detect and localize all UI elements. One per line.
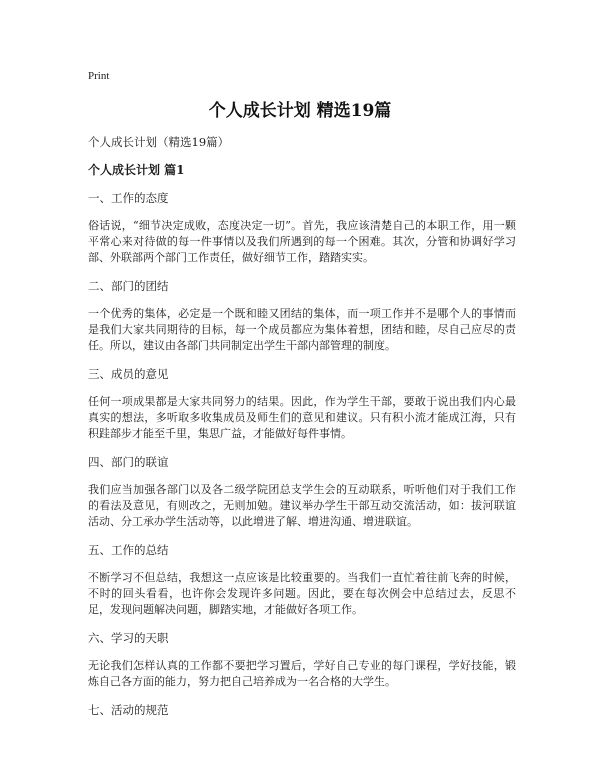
paragraph-opinions: 任何一项成果都是大家共同努力的结果。因此，作为学生干部，要敢于说出我们内心最真实的想法，多听取多收集成员及师生们的意见和建议。只有积小流才能成江海，只有积跬部步才能至千里，集思广益，才能做好每件事情。 [88, 395, 516, 440]
document-subtitle: 个人成长计划（精选19篇） [88, 135, 230, 149]
paragraph-study: 无论我们怎样认真的工作都不要把学习置后，学好自己专业的每门课程，学好技能，锻炼自己各方面的能力，努力把自己培养成为一名合格的大学生。 [88, 659, 516, 688]
section-heading-opinions: 三、成员的意见 [88, 367, 169, 381]
paragraph-summary: 不断学习不但总结，我想这一点应该是比较重要的。当我们一直忙着往前飞奔的时候，不时的回头看看，也许你会发现许多问题。因此，要在每次例会中总结过去，反思不足，发现问题解决问题，脚踏实地，才能做好各项工作。 [88, 571, 516, 616]
paragraph-unity: 一个优秀的集体，必定是一个既和睦又团结的集体，而一项工作并不是哪个人的事情而是我们大家共同期待的目标，每一个成员都应为集体着想，团结和睦，尽自己应尽的责任。所以，建议由各部门共同制定出学生干部内部管理的制度。 [88, 307, 516, 352]
section-heading-summary: 五、工作的总结 [88, 543, 169, 557]
page-title: 个人成长计划 精选19篇 [208, 101, 392, 121]
document-body [88, 134, 516, 730]
section-heading-attitude: 一、工作的态度 [88, 191, 169, 205]
section-heading-study: 六、学习的天职 [88, 631, 169, 645]
paragraph-attitude: 俗话说，“细节决定成败，态度决定一切”。首先，我应该清楚自己的本职工作，用一颗平常心来对待做的每一件事情以及我们所遇到的每一个困难。其次，分管和协调好学习部、外联部两个部门工作责任，做好细节工作，踏踏实实。 [88, 219, 516, 264]
print-label[interactable]: Print [88, 70, 110, 82]
section-heading-activities: 七、活动的规范 [88, 703, 169, 717]
section-heading-liaison: 四、部门的联谊 [88, 455, 169, 469]
section-heading-unity: 二、部门的团结 [88, 279, 169, 293]
paragraph-liaison: 我们应当加强各部门以及各二级学院团总支学生会的互动联系，听听他们对于我们工作的看法及意见，有则改之，无则加勉。建议举办学生干部互动交流活动，如：拔河联谊活动、分工承办学生活动等，以此增进了解、增进沟通、增进联谊。 [88, 483, 516, 528]
article-heading: 个人成长计划 篇1 [88, 163, 185, 177]
